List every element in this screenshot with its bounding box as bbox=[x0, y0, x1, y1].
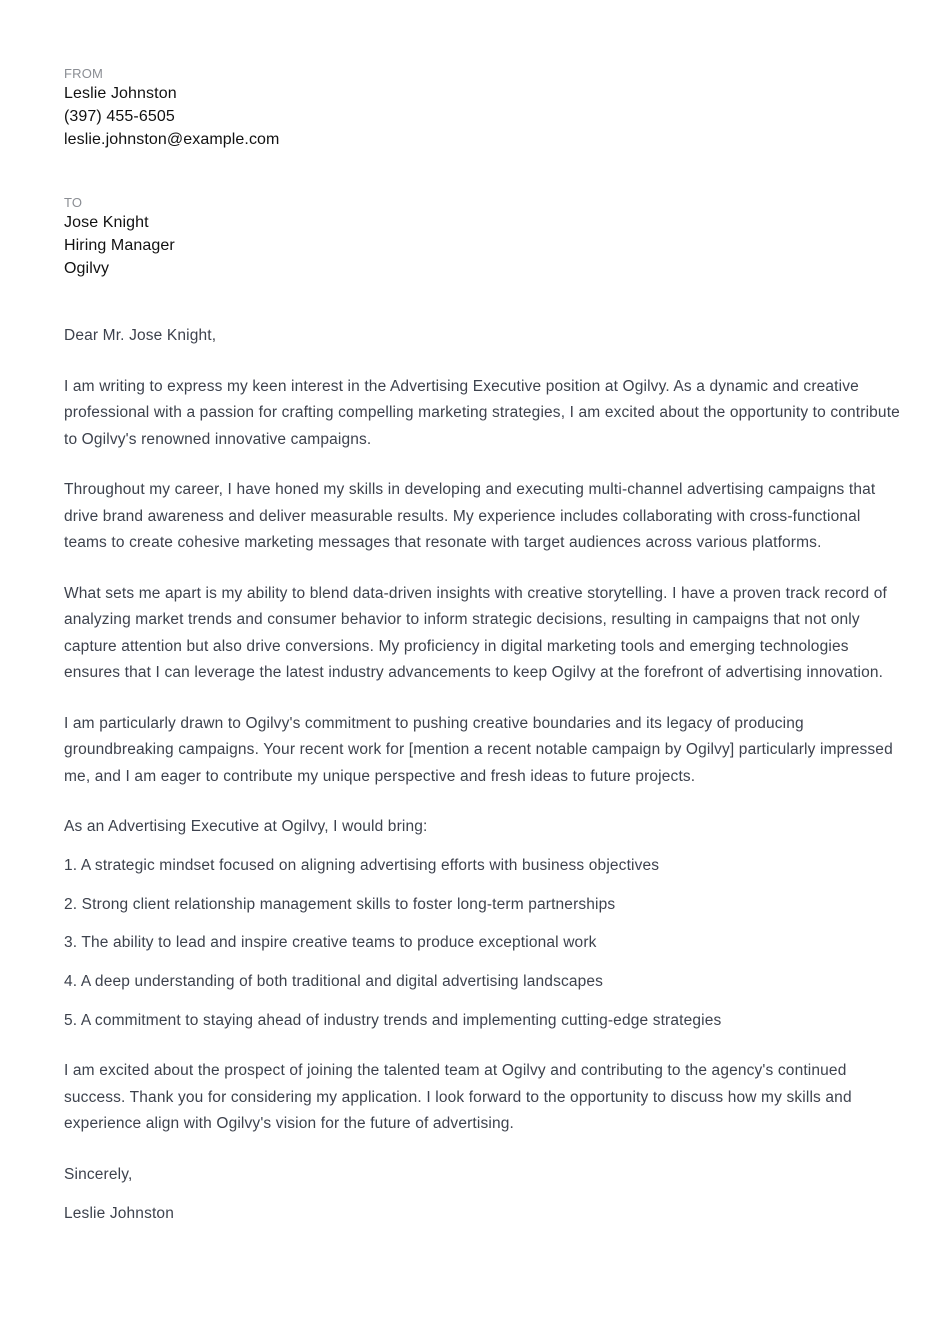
recipient-block bbox=[64, 194, 904, 280]
sender-name: Leslie Johnston bbox=[64, 85, 177, 102]
sender-phone: (397) 455-6505 bbox=[64, 108, 175, 125]
sender-email: leslie.johnston@example.com bbox=[64, 131, 280, 148]
paragraph-intro: I am writing to express my keen interest in the Advertising Executive position at Ogilvy. As a dynamic and creative professional with a passion for crafting compelling marketing strategies, I am excited about the opportunity to contribute to Ogilvy's renowned innovative campaigns. bbox=[64, 377, 900, 448]
list-item: 5. A commitment to staying ahead of industry trends and implementing cutting-edge strategies bbox=[64, 1011, 722, 1029]
list-item: 3. The ability to lead and inspire creative teams to produce exceptional work bbox=[64, 934, 597, 952]
cover-letter bbox=[64, 65, 904, 1227]
paragraph-motivation: I am particularly drawn to Ogilvy's commitment to pushing creative boundaries and its legacy of producing groundbreaking campaigns. Your recent work for [mention a recent notable campaign by Ogilvy] particularly impressed me, and I am eager to contribute my unique perspective and fresh ideas to future projects. bbox=[64, 714, 893, 785]
salutation: Dear Mr. Jose Knight, bbox=[64, 327, 217, 344]
paragraph-experience: Throughout my career, I have honed my skills in developing and executing multi-channel advertising campaigns that drive brand awareness and deliver measurable results. My experience includes collaborating with cross-functional teams to create cohesive marketing messages that resonate with target audiences across various platforms. bbox=[64, 481, 876, 551]
list-item: 2. Strong client relationship management skills to foster long-term partnerships bbox=[64, 895, 616, 913]
paragraph-strengths: What sets me apart is my ability to blend data-driven insights with creative storytelling. I have a proven track record of analyzing market trends and consumer behavior to inform strategic decisions, resulting in campaigns that not only capture attention but also drive conversions. My proficiency in digital marketing tools and emerging technologies ensures that I can leverage the latest industry advancements to keep Ogilvy at the forefront of advertising innovation. bbox=[64, 584, 887, 681]
qualifications-list bbox=[64, 853, 904, 1035]
sender-block bbox=[64, 65, 904, 151]
list-intro: As an Advertising Executive at Ogilvy, I would bring: bbox=[64, 818, 428, 835]
list-item: 4. A deep understanding of both traditional and digital advertising landscapes bbox=[64, 973, 604, 991]
signoff: Sincerely, bbox=[64, 1165, 133, 1183]
to-label: TO bbox=[64, 195, 83, 210]
recipient-title: Hiring Manager bbox=[64, 237, 175, 254]
recipient-company: Ogilvy bbox=[64, 260, 110, 277]
list-item: 1. A strategic mindset focused on aligning advertising efforts with business objectives bbox=[64, 856, 660, 874]
signature: Leslie Johnston bbox=[64, 1204, 174, 1222]
from-label: FROM bbox=[64, 66, 104, 81]
paragraph-closing: I am excited about the prospect of joining the talented team at Ogilvy and contributing to the agency's continued success. Thank you for considering my application. I look forward to the opportunity to discuss how my skills and experience align with Ogilvy's vision for the future of advertising. bbox=[64, 1062, 852, 1133]
letter-body bbox=[64, 323, 904, 1227]
recipient-name: Jose Knight bbox=[64, 214, 149, 231]
